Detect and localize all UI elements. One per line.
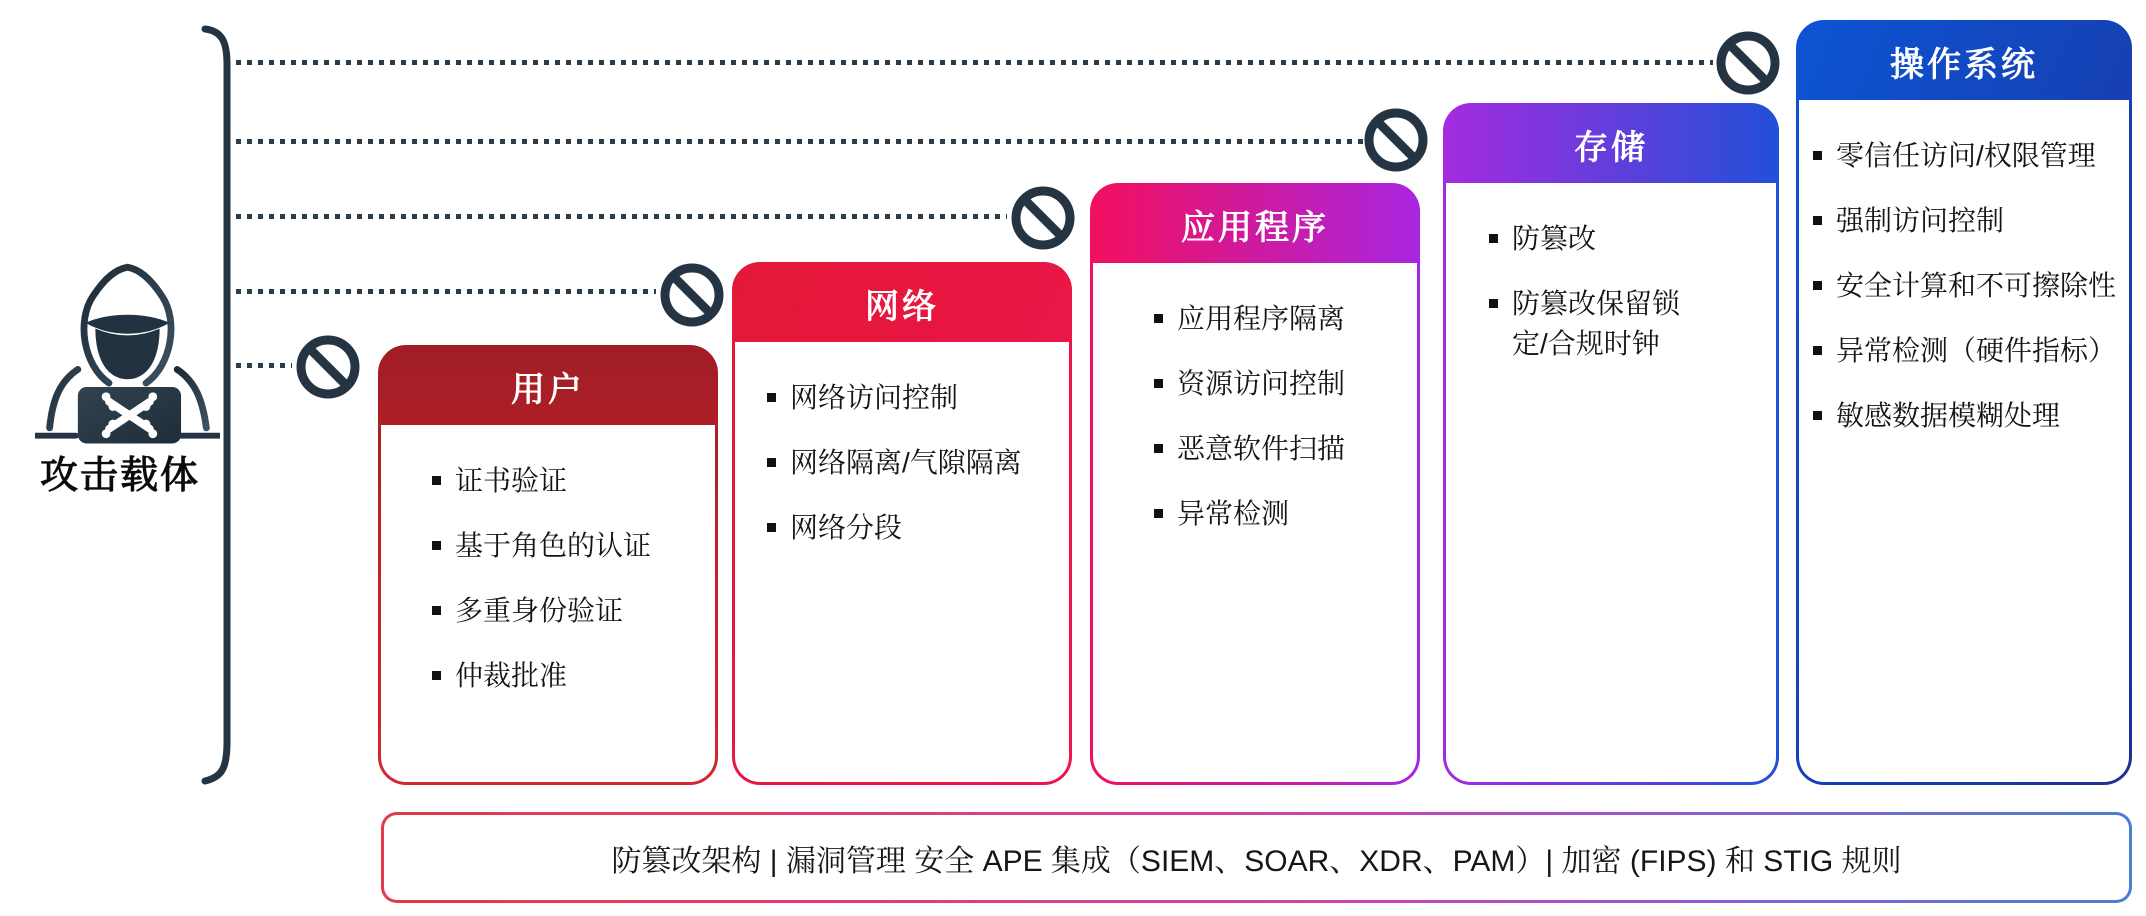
bullet-square-icon xyxy=(1154,314,1163,323)
item-text: 网络隔离/气隙隔离 xyxy=(790,447,1022,478)
item-text: 敏感数据模糊处理 xyxy=(1836,400,2061,431)
bullet-square-icon xyxy=(1813,151,1822,160)
bracket-brace xyxy=(194,24,234,790)
list-item xyxy=(767,508,1053,548)
bullet-square-icon xyxy=(1154,444,1163,453)
item-text: 证书验证 xyxy=(455,465,568,496)
list-item xyxy=(1154,494,1401,534)
layer-card-user xyxy=(378,345,718,785)
item-text: 防篡改保留锁定/合规时钟 xyxy=(1512,288,1681,359)
item-text: 仲裁批准 xyxy=(455,660,568,691)
layer-header-application: 应用程序 xyxy=(1181,209,1329,247)
item-text: 网络访问控制 xyxy=(790,382,959,413)
item-text: 防篡改 xyxy=(1512,223,1597,254)
list-item xyxy=(1489,284,1713,364)
no-entry-icon xyxy=(295,334,361,400)
list-item xyxy=(1813,396,2121,436)
dotted-line-os xyxy=(236,60,1713,65)
list-item xyxy=(1154,429,1401,469)
layer-header-storage: 存储 xyxy=(1574,129,1648,167)
list-item xyxy=(432,526,699,566)
list-item xyxy=(1489,219,1713,259)
no-entry-icon xyxy=(659,262,725,328)
footer-banner-text: 防篡改架构 | 漏洞管理 安全 APE 集成（SIEM、SOAR、XDR、PAM）| 加密 (FIPS) 和 STIG 规则 xyxy=(384,815,2129,900)
bullet-square-icon xyxy=(1813,411,1822,420)
item-text: 网络分段 xyxy=(790,512,903,543)
layer-header-network: 网络 xyxy=(865,288,939,326)
list-item xyxy=(432,461,699,501)
layer-header-os: 操作系统 xyxy=(1890,46,2038,84)
layer-body-os xyxy=(1799,100,2129,782)
bullet-square-icon xyxy=(767,393,776,402)
list-item xyxy=(1813,331,2121,371)
footer-banner xyxy=(381,812,2132,903)
item-text: 强制访问控制 xyxy=(1836,205,2005,236)
list-item xyxy=(767,443,1053,483)
item-text: 应用程序隔离 xyxy=(1177,303,1346,334)
layer-card-application xyxy=(1090,183,1420,785)
bullet-square-icon xyxy=(432,606,441,615)
layer-card-storage xyxy=(1443,103,1779,785)
list-item xyxy=(432,656,699,696)
bullet-square-icon xyxy=(432,671,441,680)
list-item xyxy=(1154,364,1401,404)
item-text: 零信任访问/权限管理 xyxy=(1836,140,2096,171)
bullet-square-icon xyxy=(1154,509,1163,518)
layer-card-network xyxy=(732,262,1072,785)
layer-body-network xyxy=(735,342,1069,782)
bullet-square-icon xyxy=(1489,234,1498,243)
dotted-line-application xyxy=(236,214,1007,219)
dotted-line-network xyxy=(236,289,656,294)
item-text: 异常检测 xyxy=(1177,498,1290,529)
layer-header-user: 用户 xyxy=(511,371,585,409)
list-item xyxy=(767,378,1053,418)
bullet-square-icon xyxy=(432,476,441,485)
attack-vector-label: 攻击载体 xyxy=(39,455,200,497)
item-text: 基于角色的认证 xyxy=(455,530,652,561)
bullet-square-icon xyxy=(1813,346,1822,355)
dotted-line-user xyxy=(236,363,292,368)
list-item xyxy=(1813,136,2121,176)
item-text: 多重身份验证 xyxy=(455,595,624,626)
no-entry-icon xyxy=(1363,107,1429,173)
bullet-square-icon xyxy=(432,541,441,550)
dotted-line-storage xyxy=(236,139,1363,144)
list-item xyxy=(1813,266,2121,306)
item-text: 异常检测（硬件指标） xyxy=(1836,335,2117,366)
hacker-laptop-crossbones-icon xyxy=(35,250,220,450)
no-entry-icon xyxy=(1010,185,1076,251)
bullet-square-icon xyxy=(767,458,776,467)
bullet-square-icon xyxy=(1154,379,1163,388)
item-text: 资源访问控制 xyxy=(1177,368,1346,399)
layer-card-os xyxy=(1796,20,2132,785)
list-item xyxy=(432,591,699,631)
bullet-square-icon xyxy=(1813,216,1822,225)
bullet-square-icon xyxy=(1813,281,1822,290)
list-item xyxy=(1154,299,1401,339)
list-item xyxy=(1813,201,2121,241)
layer-body-storage xyxy=(1446,183,1776,782)
item-text: 恶意软件扫描 xyxy=(1177,433,1346,464)
layer-body-user xyxy=(381,425,715,782)
no-entry-icon xyxy=(1715,30,1781,96)
bullet-square-icon xyxy=(1489,299,1498,308)
item-text: 安全计算和不可擦除性 xyxy=(1836,270,2117,301)
bullet-square-icon xyxy=(767,523,776,532)
layer-body-application xyxy=(1093,263,1417,782)
